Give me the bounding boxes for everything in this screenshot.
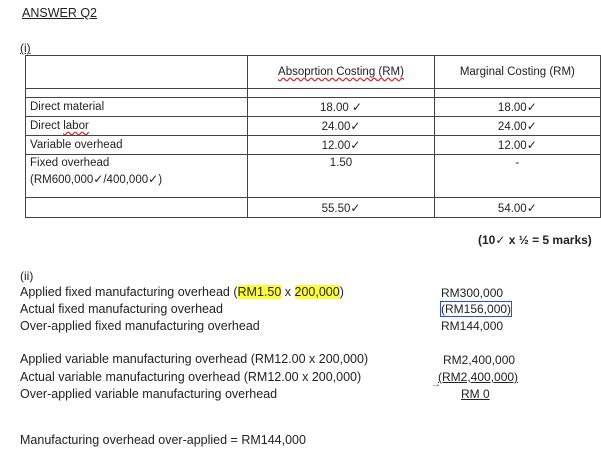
table-row-total	[26, 198, 601, 218]
check-icon: ✓	[148, 172, 159, 186]
row-label-misspelled: labor	[63, 120, 89, 132]
absorption-cell: 1.50	[248, 155, 434, 198]
applied-variable-value: RM2,400,000	[443, 353, 516, 367]
header-absorption	[248, 56, 434, 89]
check-icon: ✓	[526, 119, 537, 133]
table-row	[26, 136, 601, 155]
marginal-value: 12.00	[497, 140, 527, 152]
absorption-value: 12.00	[321, 140, 351, 152]
marks-note: (10✓ x ½ = 5 marks)	[478, 233, 592, 247]
marginal-cell: -	[434, 155, 600, 198]
marginal-total: 54.00✓	[434, 198, 600, 218]
applied-fixed-label: Applied fixed manufacturing overhead (RM1.50 x 200,000)	[20, 285, 344, 299]
header-empty-cell	[26, 56, 248, 89]
check-icon: ✓	[526, 200, 537, 215]
check-icon: ✓	[526, 100, 537, 114]
check-icon: ✓	[350, 138, 361, 152]
row-label	[26, 117, 248, 136]
table-row-fixed-overhead	[26, 155, 601, 198]
table-row	[26, 98, 601, 117]
fixed-overhead-calc: (RM600,000✓/400,000✓)	[30, 172, 163, 186]
highlight-quantity: 200,000	[294, 285, 340, 299]
marginal-cell	[434, 117, 600, 136]
absorption-total: 55.50✓	[248, 198, 434, 218]
table-header-row	[26, 56, 601, 89]
answer-title: ANSWER Q2	[22, 6, 98, 20]
applied-variable-label: Applied variable manufacturing overhead (RM12.00 x 200,000)	[20, 352, 369, 366]
check-icon: ✓	[350, 119, 361, 133]
actual-fixed-value: (RM156,000)	[441, 302, 512, 316]
marginal-cell	[434, 98, 600, 117]
absorption-value: 24.00	[321, 121, 351, 133]
total-label-cell	[26, 198, 248, 218]
actual-fixed-label: Actual fixed manufacturing overhead	[20, 302, 223, 316]
marginal-value: 18.00	[497, 102, 527, 114]
header-marginal: Marginal Costing (RM)	[434, 56, 600, 89]
row-label	[26, 155, 248, 198]
check-icon: ✓	[526, 138, 537, 152]
spacer-row	[26, 89, 601, 98]
part-i-text: (i)	[20, 41, 31, 55]
absorption-cell	[248, 136, 434, 155]
over-applied-fixed-value: RM144,000	[441, 319, 504, 333]
marginal-value: 24.00	[497, 121, 527, 133]
part-i-label	[20, 41, 31, 55]
absorption-cell	[248, 98, 434, 117]
absorption-heading: Absoprtion Costing (RM)	[278, 66, 404, 78]
row-label-text: Direct	[30, 120, 64, 132]
table-row	[26, 117, 601, 136]
part-ii-label: (ii)	[20, 269, 34, 283]
check-icon: ✓	[93, 172, 104, 186]
actual-variable-value: (RM2,400,000)	[438, 370, 519, 384]
check-icon: ✓	[351, 100, 363, 114]
costing-table	[25, 55, 601, 218]
absorption-cell	[248, 117, 434, 136]
actual-variable-label: Actual variable manufacturing overhead (RM12.00 x 200,000)	[20, 370, 362, 384]
absorption-value: 18.00	[319, 102, 352, 114]
arrow-icon: →	[431, 379, 441, 390]
over-applied-variable-label: Over-applied variable manufacturing overhead	[20, 387, 278, 401]
over-applied-variable-value: RM 0	[461, 387, 490, 401]
check-icon: ✓	[350, 200, 361, 215]
applied-fixed-value: RM300,000	[441, 286, 504, 300]
marginal-cell	[434, 136, 600, 155]
highlight-rate: RM1.50	[237, 285, 282, 299]
row-label: Direct material	[26, 98, 248, 117]
fixed-overhead-label: Fixed overhead	[30, 157, 110, 169]
over-applied-fixed-label: Over-applied fixed manufacturing overhead	[20, 319, 260, 333]
row-label: Variable overhead	[26, 136, 248, 155]
summary-line: Manufacturing overhead over-applied = RM144,000	[20, 433, 306, 447]
